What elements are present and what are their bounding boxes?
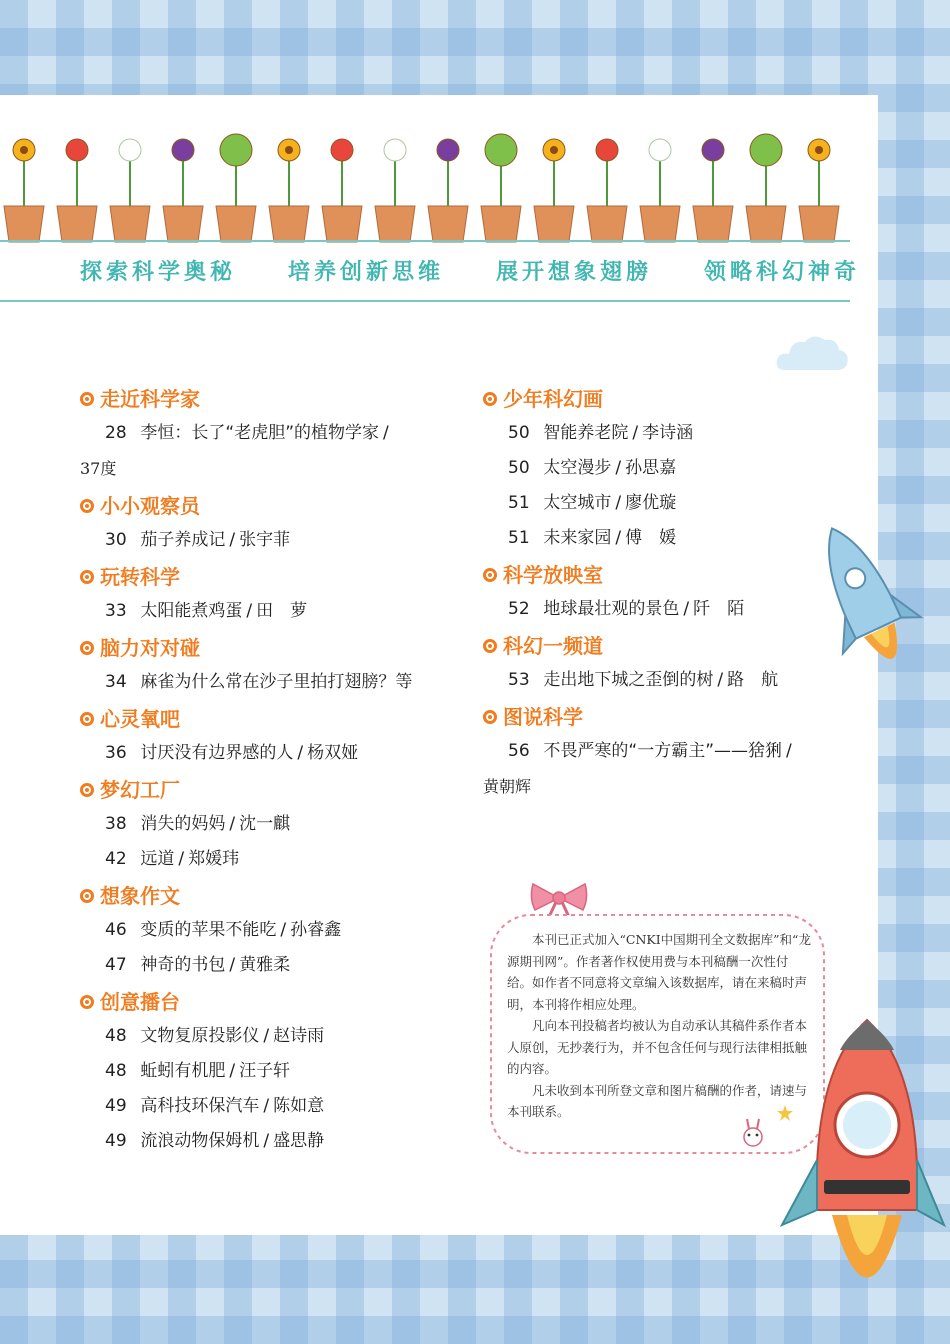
article-title: 流浪动物保姆机: [140, 1131, 260, 1151]
section-title: [80, 702, 470, 736]
separator: /: [229, 1061, 236, 1081]
bullet-icon: [80, 392, 94, 406]
flower-pot: [57, 206, 97, 242]
bullet-icon: [483, 392, 497, 406]
toc-entry[interactable]: [80, 523, 470, 558]
author-name: 李诗涵: [642, 423, 694, 443]
toc-entry[interactable]: [80, 1089, 470, 1124]
bullet-icon: [80, 570, 94, 584]
flower: [750, 134, 782, 166]
section-title-text: 创意播台: [100, 990, 180, 1014]
author-name: 傅 媛: [625, 528, 677, 548]
author-name: 杨双娅: [307, 743, 359, 763]
flower: [66, 139, 88, 161]
page-number: 50: [508, 423, 530, 443]
page-number: 53: [508, 670, 530, 690]
section-title: [483, 700, 863, 734]
article-title: 地球最壮观的景色: [543, 599, 680, 619]
separator: /: [632, 423, 639, 443]
toc-entry[interactable]: [80, 594, 470, 629]
cloud-icon: [775, 332, 850, 374]
author-name: 阡 陌: [693, 599, 745, 619]
shelf-line: [0, 240, 850, 242]
section-title-text: 少年科幻画: [503, 387, 603, 411]
author-name: 汪子轩: [239, 1061, 291, 1081]
article-title: 消失的妈妈: [140, 814, 226, 834]
article-title: 神奇的书包: [140, 955, 226, 975]
page-number: 28: [105, 423, 127, 443]
bullet-icon: [80, 995, 94, 1009]
flower: [172, 139, 194, 161]
contents-left-column: [80, 380, 470, 1159]
flower: [437, 139, 459, 161]
separator: /: [246, 601, 253, 621]
section-title-text: 梦幻工厂: [100, 778, 180, 802]
section-title: [80, 879, 470, 913]
flower: [331, 139, 353, 161]
separator: /: [683, 599, 690, 619]
page-number: 52: [508, 599, 530, 619]
slogan-row: [80, 255, 860, 295]
separator: /: [229, 955, 236, 975]
section-title-text: 脑力对对碰: [100, 636, 200, 660]
author-name: 廖优璇: [625, 493, 677, 513]
article-title: 走出地下城之歪倒的树: [543, 670, 714, 690]
author-name: 盛思静: [273, 1131, 325, 1151]
article-title: 讨厌没有边界感的人: [140, 743, 294, 763]
toc-entry[interactable]: [80, 736, 470, 771]
section-title: [80, 773, 470, 807]
toc-entry[interactable]: [80, 1124, 470, 1159]
toc-entry[interactable]: [80, 842, 470, 877]
toc-entry[interactable]: [80, 416, 470, 451]
article-title: 麻雀为什么常在沙子里拍打翅膀？等: [140, 672, 413, 692]
flower-pot: [110, 206, 150, 242]
section-title: [80, 489, 470, 523]
bullet-icon: [80, 499, 94, 513]
separator: /: [786, 741, 792, 761]
author-name: 路 航: [727, 670, 779, 690]
section-title: [80, 560, 470, 594]
toc-entry[interactable]: [80, 1054, 470, 1089]
separator: /: [717, 670, 724, 690]
bullet-icon: [80, 712, 94, 726]
contents-right-column: [483, 380, 863, 805]
slogan: 展开想象翅膀: [495, 260, 652, 285]
separator: /: [615, 458, 622, 478]
section-title-text: 小小观察员: [100, 494, 200, 518]
page-number: 48: [105, 1061, 127, 1081]
flower-pot: [799, 206, 839, 242]
separator: /: [297, 743, 304, 763]
flower-pot: [693, 206, 733, 242]
page-number: 49: [105, 1131, 127, 1151]
author-name: 赵诗雨: [273, 1026, 325, 1046]
author-name: 孙睿鑫: [290, 920, 342, 940]
rocket-icon: [772, 1010, 947, 1340]
flower-pot: [4, 206, 44, 242]
page-number: 51: [508, 493, 530, 513]
divider: [0, 300, 850, 302]
section-title: [80, 382, 470, 416]
bullet-icon: [483, 710, 497, 724]
flower-pot: [640, 206, 680, 242]
page-number: 46: [105, 920, 127, 940]
bullet-icon: [80, 783, 94, 797]
section-title-text: 玩转科学: [100, 565, 180, 589]
toc-entry[interactable]: [80, 948, 470, 983]
toc-entry[interactable]: [80, 807, 470, 842]
separator: /: [263, 1131, 270, 1151]
section-title: [483, 558, 863, 592]
article-title: 未来家园: [543, 528, 612, 548]
flower-pot: [375, 206, 415, 242]
author-name: 37度: [80, 459, 117, 478]
flower-pot: [587, 206, 627, 242]
bullet-icon: [483, 639, 497, 653]
author-name: 黄朝辉: [483, 777, 532, 796]
section-title-text: 想象作文: [100, 884, 180, 908]
author-name: 孙思嘉: [625, 458, 677, 478]
separator: /: [229, 530, 236, 550]
section-title: [483, 382, 863, 416]
section-title: [80, 631, 470, 665]
flower: [485, 134, 517, 166]
separator: /: [263, 1026, 270, 1046]
flower: [220, 134, 252, 166]
flower-pot: [163, 206, 203, 242]
page-number: 30: [105, 530, 127, 550]
article-title: 远道: [140, 849, 175, 869]
toc-entry[interactable]: [483, 451, 863, 486]
article-title: 文物复原投影仪: [140, 1026, 260, 1046]
article-title: 李恒：长了“老虎胆”的植物学家: [140, 423, 380, 443]
section-title: [80, 985, 470, 1019]
slogan: 领略科幻神奇: [703, 260, 860, 285]
slogan: 探索科学奥秘: [80, 260, 237, 285]
separator: /: [615, 493, 622, 513]
article-title: 太阳能煮鸡蛋: [140, 601, 243, 621]
toc-entry[interactable]: [483, 486, 863, 521]
section-title-text: 心灵氧吧: [100, 707, 180, 731]
page-number: 50: [508, 458, 530, 478]
flower: [119, 139, 141, 161]
toc-entry[interactable]: [80, 913, 470, 948]
bullet-icon: [483, 568, 497, 582]
author-name: 黄雅柔: [239, 955, 291, 975]
page-number: 33: [105, 601, 127, 621]
separator: /: [383, 423, 389, 443]
author-name: 张宇菲: [239, 530, 291, 550]
flower: [702, 139, 724, 161]
page-number: 36: [105, 743, 127, 763]
flower: [384, 139, 406, 161]
toc-entry[interactable]: [483, 592, 863, 627]
bullet-icon: [80, 889, 94, 903]
page-number: 42: [105, 849, 127, 869]
flower-pots-illustration: [0, 120, 850, 245]
toc-entry[interactable]: [483, 521, 863, 556]
section-title-text: 科学放映室: [503, 563, 603, 587]
article-title: 太空漫步: [543, 458, 612, 478]
flower: [596, 139, 618, 161]
page-number: 49: [105, 1096, 127, 1116]
page-number: 56: [508, 741, 530, 761]
notice-paragraph: 本刊已正式加入“CNKI中国期刊全文数据库”和“龙源期刊网”。作者著作权使用费与本刊稿酬一次性付给。如作者不同意将文章编入该数据库，请在来稿时声明，本刊将作相应处理。: [507, 932, 811, 1012]
article-title: 太空城市: [543, 493, 612, 513]
page-number: 48: [105, 1026, 127, 1046]
flower-pot: [428, 206, 468, 242]
article-title: 高科技环保汽车: [140, 1096, 260, 1116]
section-title-text: 科幻一频道: [503, 634, 603, 658]
author-name: 沈一麒: [239, 814, 291, 834]
flower-pot: [746, 206, 786, 242]
slogan: 培养创新思维: [287, 260, 444, 285]
separator: /: [615, 528, 622, 548]
flower-pot: [216, 206, 256, 242]
article-title: 智能养老院: [543, 423, 629, 443]
rocket-icon: [815, 510, 925, 710]
toc-entry[interactable]: [483, 416, 863, 451]
page-number: 34: [105, 672, 127, 692]
toc-entry[interactable]: [483, 663, 863, 698]
flower-pot: [534, 206, 574, 242]
article-title: 蚯蚓有机肥: [140, 1061, 226, 1081]
separator: /: [229, 814, 236, 834]
flower-pot: [269, 206, 309, 242]
article-title: 不畏严寒的“一方霸主”——猞猁: [543, 741, 783, 761]
separator: /: [263, 1096, 270, 1116]
section-title-text: 走近科学家: [100, 387, 200, 411]
article-title: 茄子养成记: [140, 530, 226, 550]
toc-entry[interactable]: [80, 1019, 470, 1054]
author-name: 田 萝: [256, 601, 308, 621]
separator: /: [280, 920, 287, 940]
flower-pot: [481, 206, 521, 242]
author-name: 陈如意: [273, 1096, 325, 1116]
flower: [649, 139, 671, 161]
bullet-icon: [80, 641, 94, 655]
notice-paragraph: 凡未收到本刊所登文章和图片稿酬的作者，请速与本刊联系。: [507, 1082, 808, 1119]
separator: /: [178, 849, 185, 869]
flower-pot: [322, 206, 362, 242]
section-title-text: 图说科学: [503, 705, 583, 729]
page-number: 51: [508, 528, 530, 548]
article-title: 变质的苹果不能吃: [140, 920, 277, 940]
toc-entry[interactable]: [80, 665, 470, 700]
page-number: 47: [105, 955, 127, 975]
author-name: 郑媛玮: [188, 849, 240, 869]
page-number: 38: [105, 814, 127, 834]
notice-paragraph: 凡向本刊投稿者均被认为自动承认其稿件系作者本人原创，无抄袭行为，并不包含任何与现行法律相抵触的内容。: [507, 1018, 808, 1076]
section-title: [483, 629, 863, 663]
toc-entry[interactable]: [483, 734, 863, 769]
